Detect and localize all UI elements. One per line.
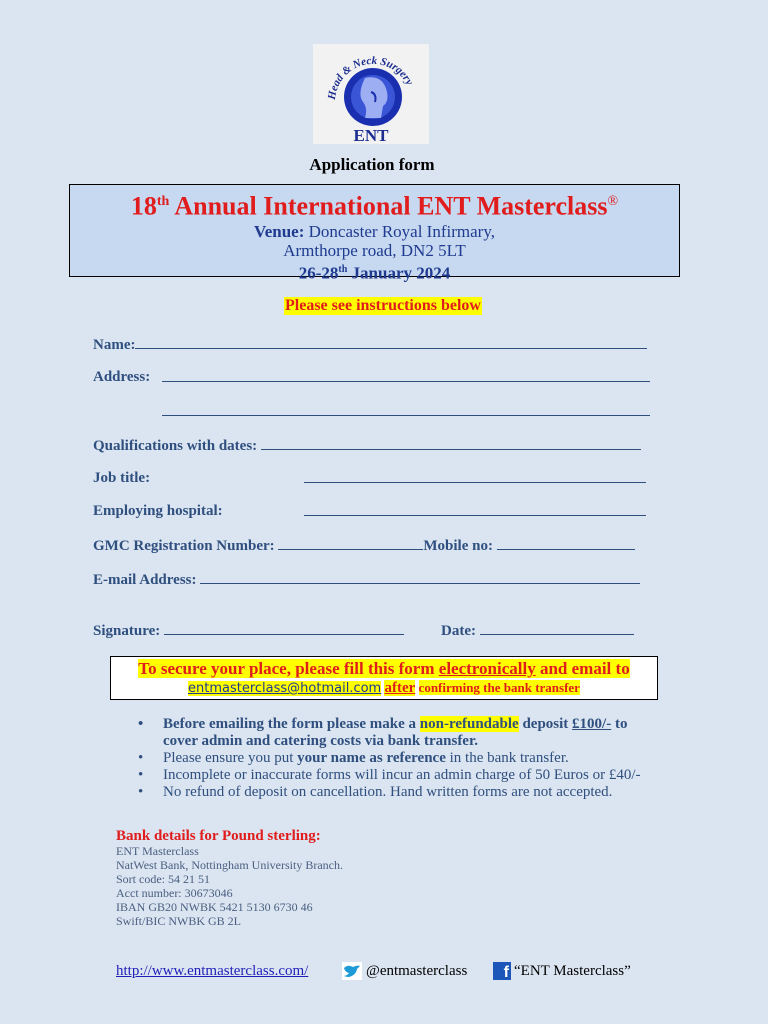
email-field[interactable]: E-mail Address: xyxy=(93,571,640,589)
event-header xyxy=(69,184,680,283)
event-title: 18th Annual International ENT Masterclass® xyxy=(130,191,619,221)
address-input-line-2[interactable] xyxy=(162,403,650,421)
bank-line: NatWest Bank, Nottingham University Branch. xyxy=(116,858,343,872)
signature-input-line[interactable] xyxy=(164,622,404,635)
date-input-line[interactable] xyxy=(480,622,634,635)
event-dates: 26-28th January 2024 xyxy=(298,263,451,283)
qualifications-field[interactable]: Qualifications with dates: xyxy=(93,437,641,455)
name-input-line[interactable] xyxy=(135,336,647,349)
bank-line: Acct number: 30673046 xyxy=(116,886,233,900)
list-item: • Please ensure you put your name as reference in the bank transfer. xyxy=(138,750,658,767)
bank-line: Swift/BIC NWBK GB 2L xyxy=(116,914,242,928)
email-input-line[interactable] xyxy=(200,571,640,584)
date-field[interactable]: Date: xyxy=(441,622,634,640)
name-field[interactable]: Name: xyxy=(93,336,647,354)
address-field[interactable]: Address: xyxy=(93,369,151,385)
employing-hospital-label: Employing hospital: xyxy=(93,503,223,519)
list-item: • Incomplete or inaccurate forms will incur an admin charge of 50 Euros or £40/- xyxy=(138,767,658,784)
head-neck-surgery-logo-icon xyxy=(313,44,429,144)
form-heading: Application form xyxy=(309,155,435,174)
bank-line: IBAN GB20 NWBK 5421 5130 6730 46 xyxy=(116,900,313,914)
email-link[interactable]: entmasterclass@hotmail.com xyxy=(188,681,382,696)
mobile-label: Mobile no: xyxy=(423,538,493,554)
job-title-input-line[interactable] xyxy=(304,470,646,488)
facebook-icon[interactable]: f xyxy=(493,962,511,980)
signature-field[interactable]: Signature: xyxy=(93,622,404,640)
qualifications-input-line[interactable] xyxy=(261,437,641,450)
mobile-input-line[interactable] xyxy=(497,537,635,550)
employing-hospital-input-line[interactable] xyxy=(304,503,646,521)
twitter-bird-icon[interactable] xyxy=(342,962,362,980)
instructions-list xyxy=(138,716,658,801)
venue-address: Armthorpe road, DN2 5LT xyxy=(283,240,466,260)
website-link[interactable]: http://www.entmasterclass.com/ xyxy=(116,963,309,979)
ent-logo xyxy=(313,44,429,144)
logo-arc-text: Head & Neck Surgery xyxy=(325,54,416,101)
facebook-page-name[interactable]: “ENT Masterclass” xyxy=(514,963,631,979)
bank-details xyxy=(116,828,343,928)
instructions-notice: Please see instructions below xyxy=(285,297,481,314)
bank-details-title: Bank details for Pound sterling: xyxy=(116,828,321,844)
bank-line: ENT Masterclass xyxy=(116,844,199,858)
list-item: • Before emailing the form please make a non-refundable deposit £100/- to cover admin and catering costs via bank transfer. xyxy=(138,716,658,750)
logo-label: ENT xyxy=(353,126,389,144)
gmc-field[interactable]: GMC Registration Number: Mobile no: xyxy=(93,537,635,555)
gmc-input-line[interactable] xyxy=(278,537,423,550)
list-item: • No refund of deposit on cancellation. Hand written forms are not accepted. xyxy=(138,784,658,801)
address-input-line-1[interactable] xyxy=(162,369,650,387)
venue-line: Venue: Doncaster Royal Infirmary, xyxy=(254,221,495,241)
twitter-handle[interactable]: @entmasterclass xyxy=(366,963,468,979)
secure-place-notice: To secure your place, please fill this form electronically and email to entmasterclass@hotmail.com after confirming the bank transfer xyxy=(110,656,658,700)
job-title-label: Job title: xyxy=(93,470,151,486)
bank-line: Sort code: 54 21 51 xyxy=(116,872,210,886)
